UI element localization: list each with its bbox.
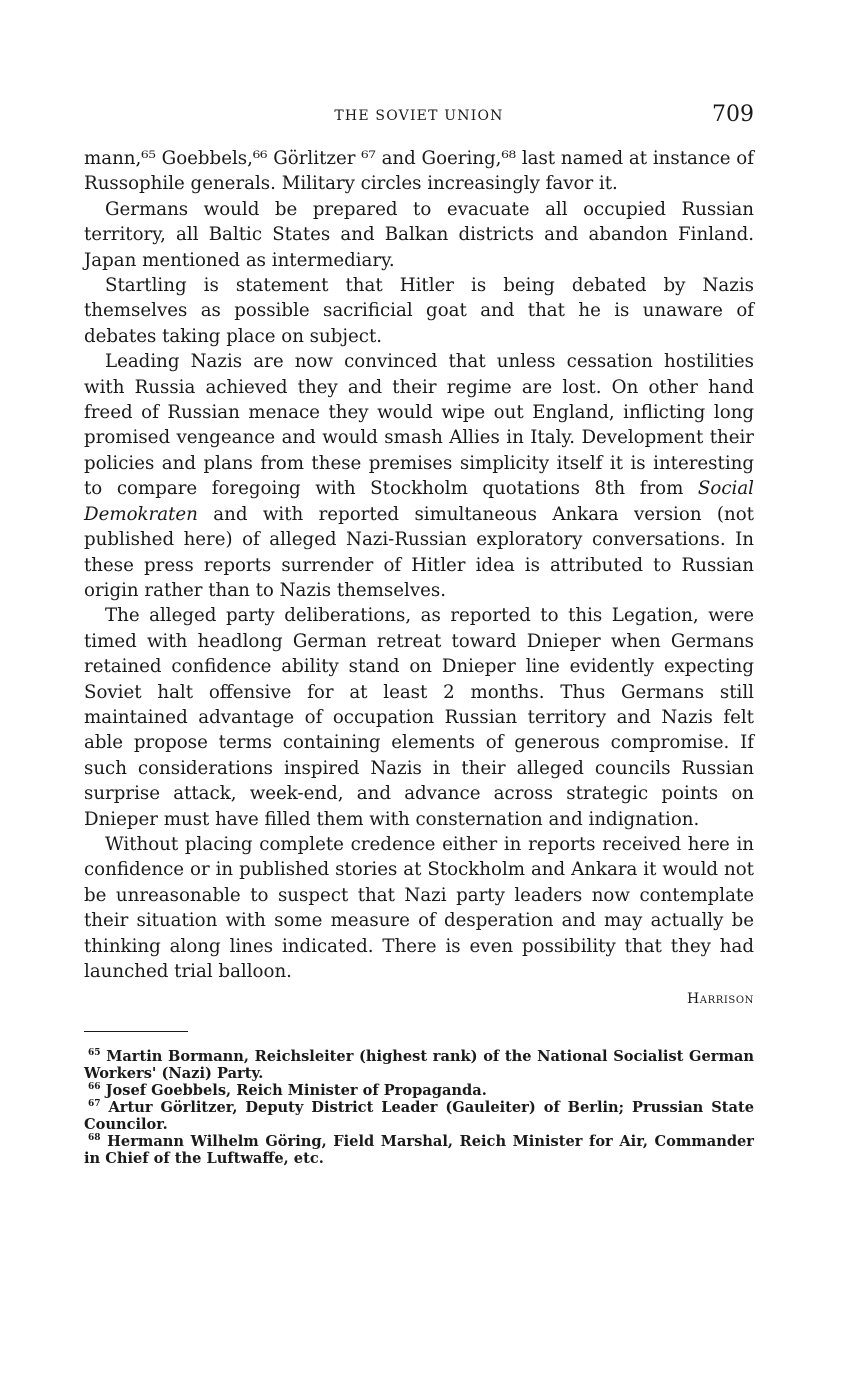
paragraph-4: [84, 349, 754, 603]
footnote-marker: 67: [88, 1099, 101, 1110]
footnote-rule: [84, 1031, 188, 1032]
footnote-68: [84, 1133, 754, 1167]
footnote-67: [84, 1099, 754, 1133]
footnote-marker: 68: [88, 1133, 101, 1144]
footnote-text: Josef Goebbels, Reich Minister of Propaganda.: [105, 1082, 487, 1099]
footnote-66: [84, 1082, 754, 1099]
paragraph-6: Without placing complete credence either in reports received here in confidence or in published stories at Stockholm and Ankara it would not be unreasonable to suspect that Nazi party leaders now contemplate their situation with some measure of desperation and may actually be thinking along lines indicated. There is even possibility that they had launched trial balloon.: [84, 833, 754, 982]
footnote-marker: 66: [88, 1082, 101, 1093]
footnote-text: Artur Görlitzer, Deputy District Leader (Gauleiter) of Berlin; Prussian State Councilor.: [84, 1099, 754, 1133]
running-head: THE SOVIET UNION: [334, 108, 504, 124]
body-text: [84, 146, 754, 1013]
page-header: [84, 102, 754, 132]
page-number: 709: [712, 102, 754, 127]
paragraph-4-end: and with reported simultaneous Ankara version (not published here) of alleged Nazi-Russian exploratory conversations. In these press reports surrender of Hitler idea is attributed to Russian origin rather than to Nazis themselves.: [84, 503, 754, 601]
footnote-marker: 65: [88, 1048, 101, 1059]
paragraph-5: The alleged party deliberations, as reported to this Legation, were timed with headlong German retreat toward Dnieper when Germans retained confidence ability stand on Dnieper line evidently expecting Soviet halt offensive for at least 2 months. Thus Germans still maintained advantage of occupation Russian territory and Nazis felt able propose terms containing elements of generous compromise. If such considerations inspired Nazis in their alleged councils Russian surprise attack, week-end, and advance across strategic points on Dnieper must have filled them with consternation and indignation.: [84, 605, 754, 830]
footnotes: [84, 1048, 754, 1167]
footnote-text: Martin Bormann, Reichsleiter (highest rank) of the National Socialist German Workers' (Nazi) Party.: [84, 1048, 754, 1082]
footnote-text: Hermann Wilhelm Göring, Field Marshal, Reich Minister for Air, Commander in Chief of the Luftwaffe, etc.: [84, 1133, 754, 1167]
paragraph-4-start: Leading Nazis are now convinced that unless cessation hostilities with Russia achieved they and their regime are lost. On other hand freed of Russian menace they would wipe out England, inflicting long promised vengeance and would smash Allies in Italy. Development their policies and plans from these premises simplicity itself it is interesting to compare foregoing with Stockholm quotations 8th from: [84, 351, 754, 500]
footnote-65: [84, 1048, 754, 1082]
paragraph-3: Startling is statement that Hitler is being debated by Nazis themselves as possible sacrificial goat and that he is unaware of debates taking place on subject.: [84, 275, 754, 347]
paragraph-1: mann,⁶⁵ Goebbels,⁶⁶ Görlitzer ⁶⁷ and Goering,⁶⁸ last named at instance of Russophile generals. Military circles increasingly favor it.: [84, 148, 754, 195]
newspaper-title: Social Demokraten: [84, 478, 754, 525]
signature: Harrison: [686, 991, 754, 1008]
paragraph-2: Germans would be prepared to evacuate all occupied Russian territory, all Baltic States and Balkan districts and abandon Finland. Japan mentioned as intermediary.: [84, 198, 754, 271]
